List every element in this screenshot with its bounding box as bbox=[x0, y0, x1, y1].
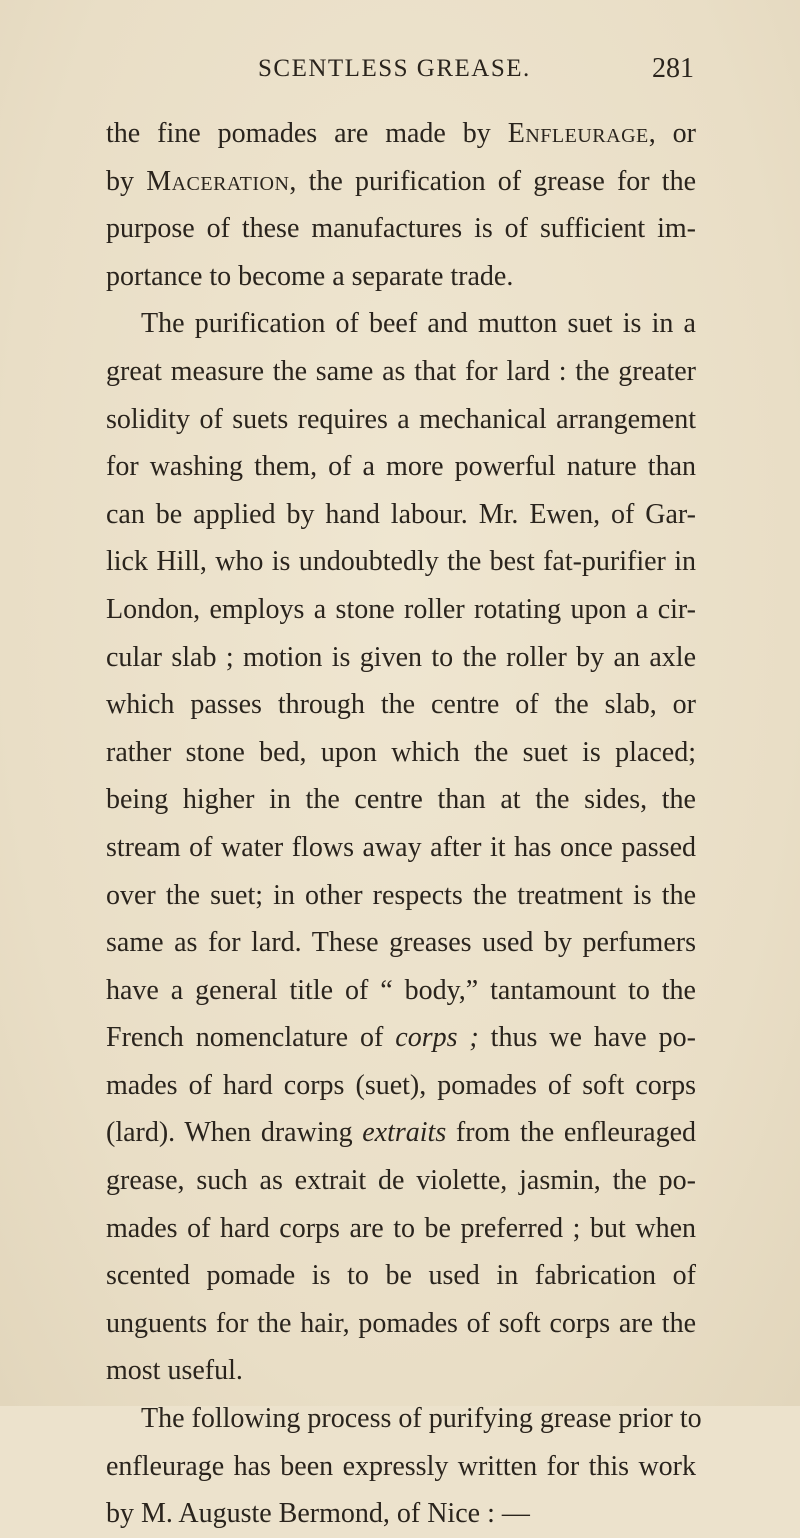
text-line: scented pomade is to be used in fabrication of bbox=[106, 1260, 696, 1292]
text-line: solidity of suets requires a mechanical arrangement bbox=[106, 403, 696, 435]
text-line: cular slab ; motion is given to the roller by an axle bbox=[106, 641, 696, 673]
body-text bbox=[106, 110, 702, 1538]
text-line: great measure the same as that for lard : the greater bbox=[106, 355, 696, 387]
text-line: The following process of purifying grease prior to bbox=[141, 1403, 702, 1435]
text-line: London, employs a stone roller rotating upon a cir- bbox=[106, 593, 696, 625]
text-line: have a general title of “ body,” tantamount to the bbox=[106, 974, 696, 1006]
text-line: unguents for the hair, pomades of soft corps are the bbox=[106, 1307, 696, 1339]
text-line: for washing them, of a more powerful nature than bbox=[106, 451, 696, 483]
running-head bbox=[0, 55, 800, 95]
text-line: portance to become a separate trade. bbox=[106, 260, 514, 292]
text-line: purpose of these manufactures is of sufficient im- bbox=[106, 213, 696, 245]
small-caps-term: Maceration bbox=[146, 165, 290, 197]
text-line: mades of hard corps (suet), pomades of soft corps bbox=[106, 1069, 696, 1101]
running-title: SCENTLESS GREASE. bbox=[258, 55, 531, 82]
text-line: can be applied by hand labour. Mr. Ewen, of Gar- bbox=[106, 498, 696, 530]
small-caps-term: Enfleurage bbox=[507, 118, 649, 149]
text-line: grease, such as extrait de violette, jasmin, the po- bbox=[106, 1165, 696, 1197]
text-line: rather stone bed, upon which the suet is placed; bbox=[106, 736, 696, 768]
text-line: which passes through the centre of the slab, or bbox=[106, 689, 696, 721]
text-line: by M. Auguste Bermond, of Nice : — bbox=[106, 1498, 530, 1530]
text-line: mades of hard corps are to be preferred ; but when bbox=[106, 1212, 696, 1244]
text-line: stream of water flows away after it has once passed bbox=[106, 831, 696, 863]
text-line: being higher in the centre than at the sides, the bbox=[106, 784, 696, 816]
text-line: the fine pomades are made by Enfleurage, or bbox=[106, 118, 696, 149]
text-line: The purification of beef and mutton suet is in a bbox=[141, 308, 696, 340]
text-line: most useful. bbox=[106, 1355, 243, 1387]
italic-term: corps ; bbox=[395, 1022, 479, 1054]
text-line: over the suet; in other respects the treatment is the bbox=[106, 879, 696, 911]
text-line: enfleurage has been expressly written for this work bbox=[106, 1450, 696, 1482]
text-line: French nomenclature of corps ; thus we have po- bbox=[106, 1022, 696, 1054]
page-number: 281 bbox=[652, 53, 694, 84]
text-line: lick Hill, who is undoubtedly the best fat-purifier in bbox=[106, 546, 696, 578]
text-line: same as for lard. These greases used by perfumers bbox=[106, 927, 696, 959]
text-line: (lard). When drawing extraits from the enfleuraged bbox=[106, 1117, 696, 1149]
text-line: by Maceration, the purification of grease for the bbox=[106, 165, 697, 197]
italic-term: extraits bbox=[362, 1117, 447, 1149]
